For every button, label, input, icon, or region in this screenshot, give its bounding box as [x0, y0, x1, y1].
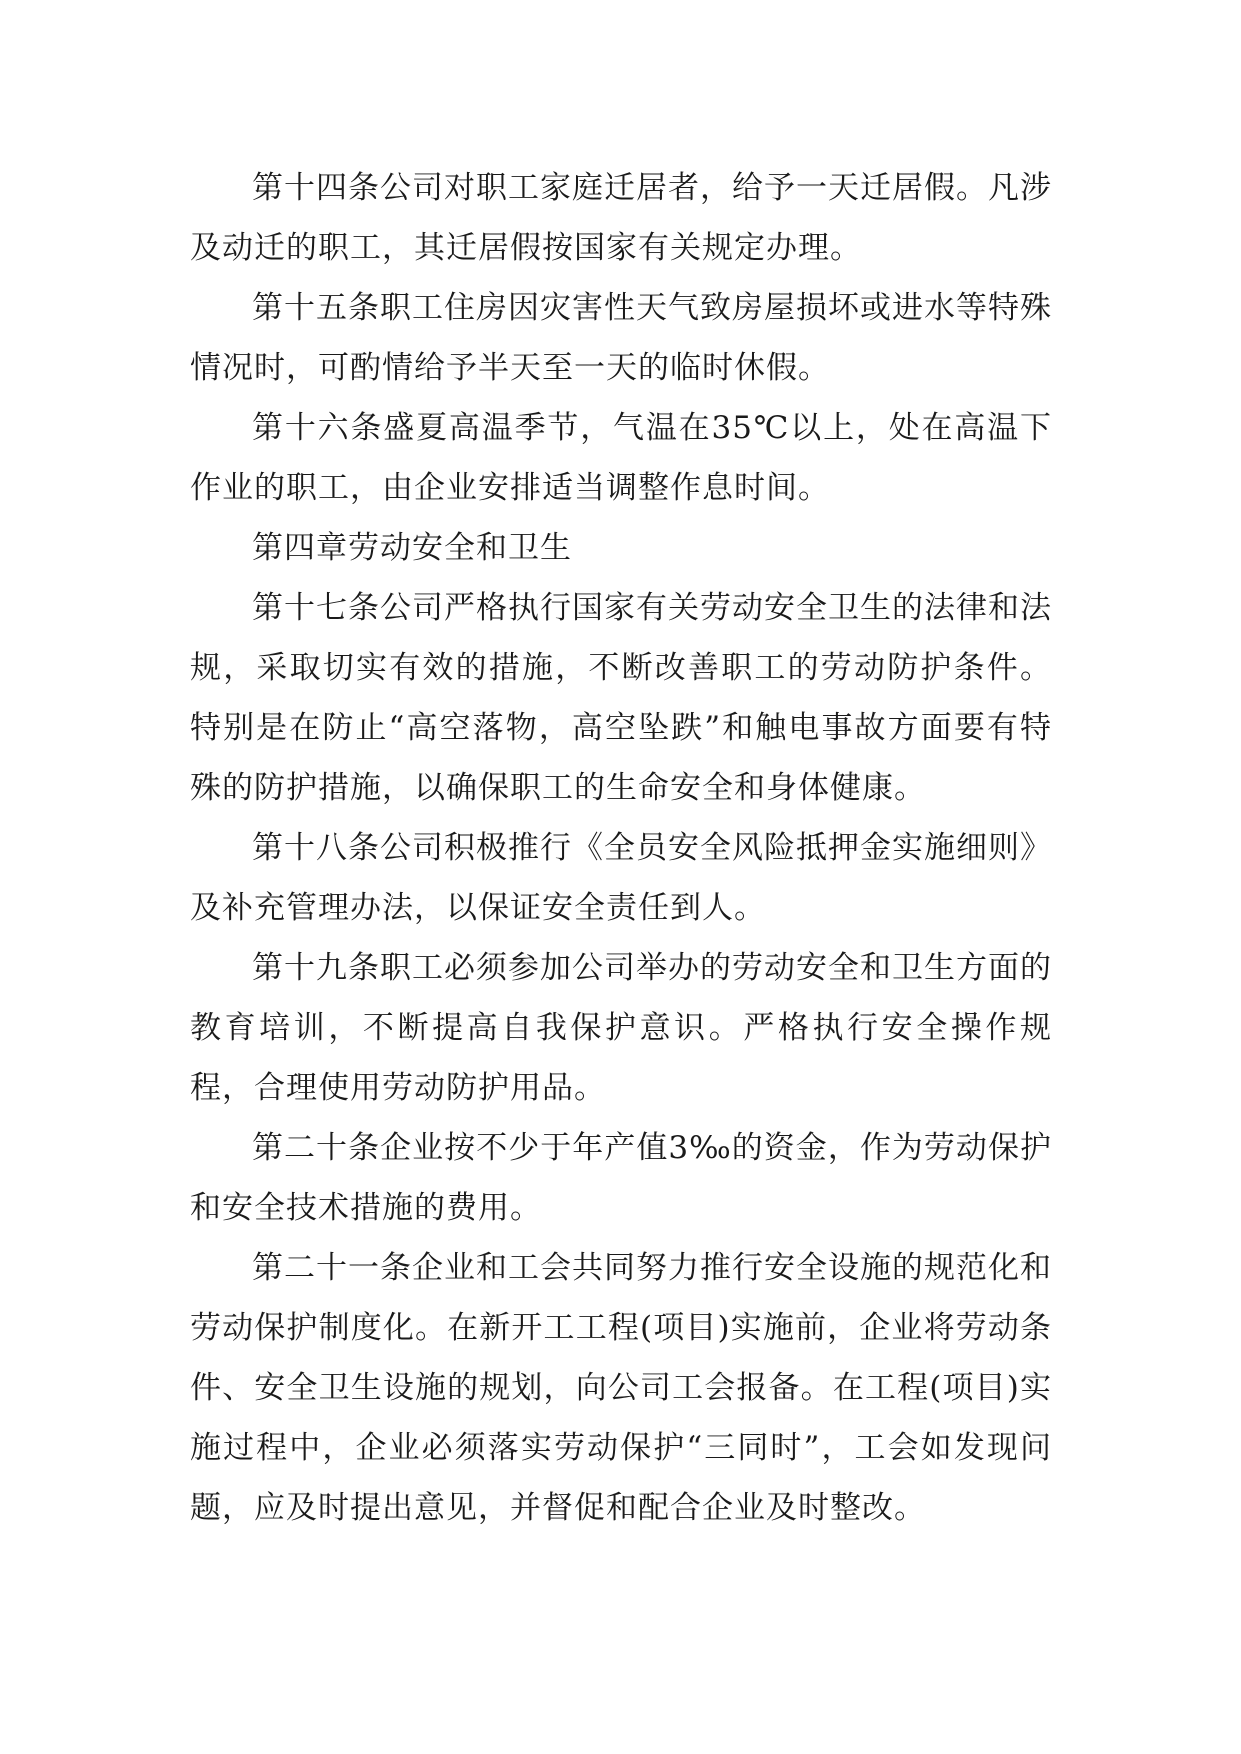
paragraph-article-15: 第十五条职工住房因灾害性天气致房屋损坏或进水等特殊情况时，可酌情给予半天至一天的临时休假。 [190, 290, 1052, 386]
paragraph-article-20: 第二十条企业按不少于年产值3‰的资金，作为劳动保护和安全技术措施的费用。 [190, 1130, 1052, 1226]
paragraph-article-18: 第十八条公司积极推行《全员安全风险抵押金实施细则》及补充管理办法，以保证安全责任到人。 [190, 830, 1052, 926]
paragraph-article-17: 第十七条公司严格执行国家有关劳动安全卫生的法律和法规，采取切实有效的措施，不断改善职工的劳动防护条件。特别是在防止“高空落物，高空坠跌”和触电事故方面要有特殊的防护措施，以确保职工的生命安全和身体健康。 [190, 590, 1052, 806]
chapter-heading: 第四章劳动安全和卫生 [252, 530, 572, 566]
paragraph-article-21: 第二十一条企业和工会共同努力推行安全设施的规范化和劳动保护制度化。在新开工工程(项目)实施前，企业将劳动条件、安全卫生设施的规划，向公司工会报备。在工程(项目)实施过程中，企业必须落实劳动保护“三同时”，工会如发现问题，应及时提出意见，并督促和配合企业及时整改。 [190, 1250, 1052, 1526]
paragraph-article-19: 第十九条职工必须参加公司举办的劳动安全和卫生方面的教育培训，不断提高自我保护意识。严格执行安全操作规程，合理使用劳动防护用品。 [190, 950, 1052, 1106]
document-body [190, 158, 1052, 1538]
paragraph-article-16: 第十六条盛夏高温季节，气温在35℃以上，处在高温下作业的职工，由企业安排适当调整作息时间。 [190, 410, 1052, 506]
paragraph-article-14: 第十四条公司对职工家庭迁居者，给予一天迁居假。凡涉及动迁的职工，其迁居假按国家有关规定办理。 [190, 170, 1052, 266]
